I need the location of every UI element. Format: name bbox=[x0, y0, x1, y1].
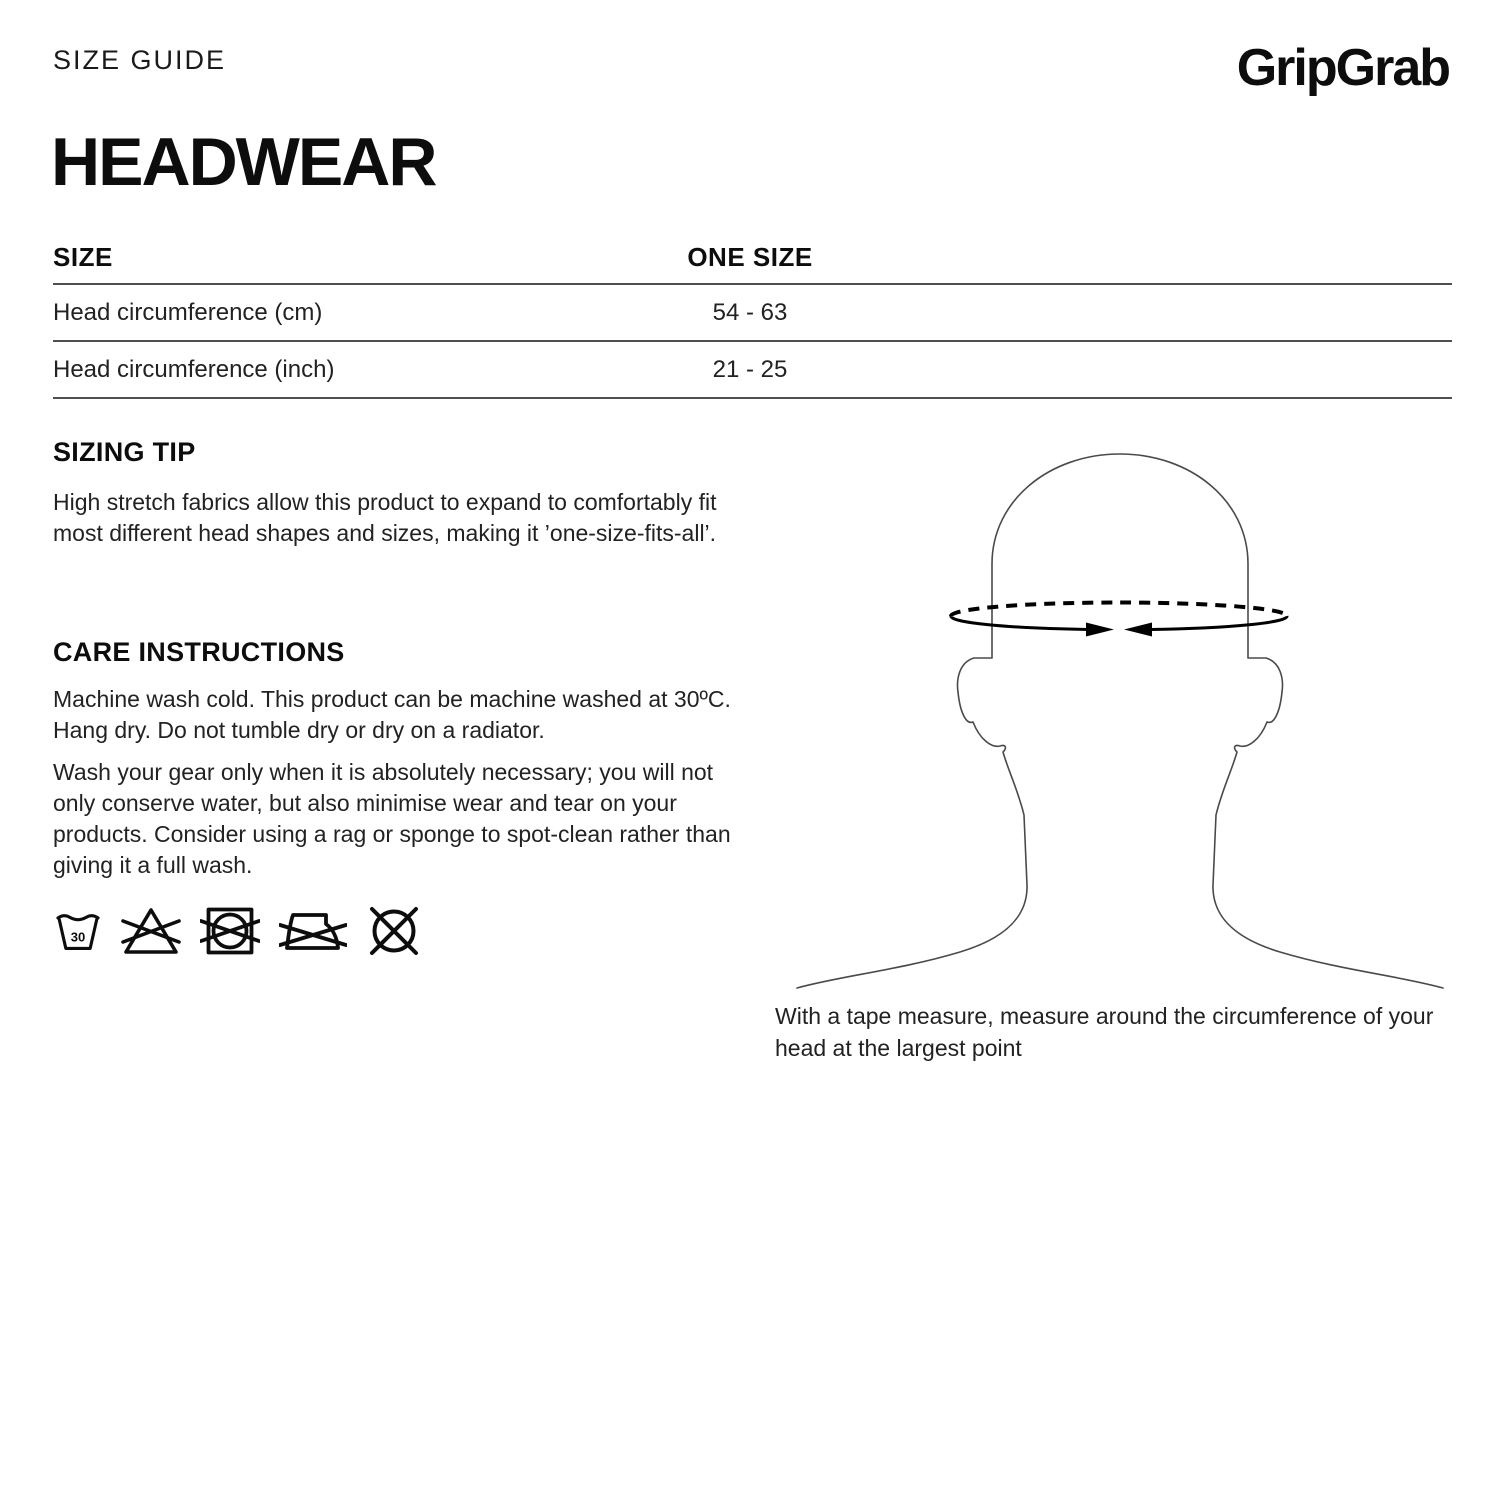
do-not-bleach-icon bbox=[121, 905, 181, 957]
row-label: Head circumference (cm) bbox=[53, 298, 323, 326]
measure-tape-solid bbox=[951, 616, 1088, 630]
brand-logo: GripGrab bbox=[1236, 39, 1449, 97]
arrow-right-icon bbox=[1086, 623, 1114, 637]
measure-tape-solid bbox=[1150, 616, 1287, 630]
row-label: Head circumference (inch) bbox=[53, 355, 335, 383]
page-kicker: SIZE GUIDE bbox=[53, 45, 227, 75]
table-row bbox=[53, 342, 1452, 399]
care-paragraph: Machine wash cold. This product can be machine washed at 30ºC. Hang dry. Do not tumble dry or dry on a radiator. bbox=[53, 686, 731, 743]
machine-wash-30-icon bbox=[54, 911, 102, 951]
figure-caption: With a tape measure, measure around the circumference of your head at the largest point bbox=[775, 1003, 1434, 1061]
arrow-left-icon bbox=[1124, 623, 1152, 637]
head-illustration bbox=[760, 430, 1500, 1030]
one-size-column-header: ONE SIZE bbox=[687, 242, 813, 272]
page-title: HEADWEAR bbox=[51, 124, 436, 200]
do-not-iron-icon bbox=[279, 904, 347, 958]
table-row bbox=[53, 285, 1452, 342]
size-table-header bbox=[53, 232, 1452, 285]
sizing-tip-heading: SIZING TIP bbox=[53, 437, 196, 467]
care-instructions-heading: CARE INSTRUCTIONS bbox=[53, 637, 345, 667]
wash-temperature-label: 30 bbox=[70, 929, 86, 945]
sizing-tip-text: High stretch fabrics allow this product to expand to comfortably fit most different head shapes and sizes, making it ’one-size-fits-all’. bbox=[53, 489, 717, 546]
head-outline bbox=[797, 454, 1443, 988]
measure-tape-dashed bbox=[951, 603, 1287, 616]
do-not-tumble-dry-icon bbox=[200, 904, 260, 958]
size-column-header: SIZE bbox=[53, 242, 113, 272]
care-paragraph: Wash your gear only when it is absolutely necessary; you will not only conserve water, but also minimise wear and tear on your products. Consider using a rag or sponge to spot-clean rather than giving it a full wash. bbox=[53, 759, 731, 878]
care-symbols-row bbox=[54, 903, 422, 959]
row-value: 54 - 63 bbox=[712, 298, 788, 326]
size-table bbox=[53, 232, 1452, 399]
row-value: 21 - 25 bbox=[712, 355, 788, 383]
head-measurement-figure bbox=[760, 430, 1500, 1030]
do-not-dry-clean-icon bbox=[366, 903, 422, 959]
